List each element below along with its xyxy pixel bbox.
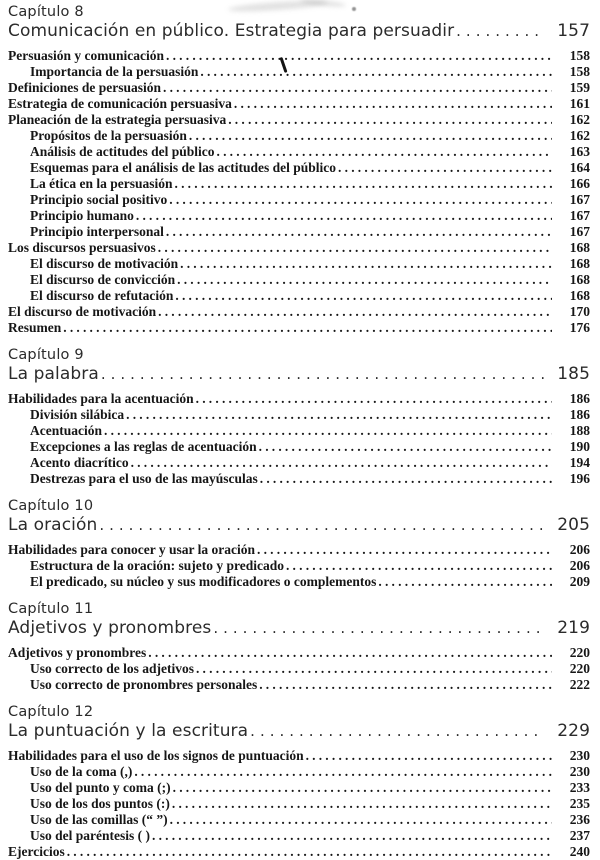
toc-entry-row bbox=[8, 455, 590, 471]
chapter-page-number: 229 bbox=[557, 721, 590, 741]
toc-section bbox=[8, 346, 590, 487]
entry-page-number: 230 bbox=[569, 748, 590, 763]
entry-page-number: 220 bbox=[569, 645, 590, 660]
entry-title: Habilidades para conocer y usar la oración bbox=[8, 542, 256, 557]
dot-leader bbox=[172, 796, 552, 812]
entry-list bbox=[8, 748, 590, 860]
toc-entry-row bbox=[8, 64, 590, 80]
toc-entry-row bbox=[8, 780, 590, 796]
entry-page-number: 168 bbox=[569, 272, 590, 287]
dot-leader bbox=[286, 558, 552, 574]
toc-entry-row bbox=[8, 542, 590, 558]
chapter-label: Capítulo 8 bbox=[8, 4, 84, 20]
dot-leader bbox=[259, 677, 552, 693]
entry-title: Principio social positivo bbox=[30, 192, 168, 207]
chapter-label: Capítulo 9 bbox=[8, 347, 84, 363]
dot-leader bbox=[166, 48, 552, 64]
toc-entry-row bbox=[8, 471, 590, 487]
toc-entry-row bbox=[8, 160, 590, 176]
chapter-title: La puntuación y la escritura bbox=[8, 721, 249, 741]
dot-leader bbox=[250, 721, 544, 742]
dot-leader bbox=[257, 542, 552, 558]
dot-leader bbox=[378, 574, 552, 590]
dot-leader bbox=[166, 224, 552, 240]
entry-title: El discurso de motivación bbox=[30, 256, 179, 271]
toc-entry-row bbox=[8, 192, 590, 208]
toc-entry-row bbox=[8, 288, 590, 304]
entry-page-number: 168 bbox=[569, 288, 590, 303]
dot-leader bbox=[152, 828, 552, 844]
entry-title: Resumen bbox=[8, 320, 62, 335]
dot-leader bbox=[134, 764, 552, 780]
entry-list bbox=[8, 542, 590, 590]
entry-page-number: 237 bbox=[569, 828, 590, 843]
entry-page-number: 209 bbox=[569, 574, 590, 589]
toc-entry-row bbox=[8, 423, 590, 439]
entry-title: Principio humano bbox=[30, 208, 134, 223]
toc-entry-row bbox=[8, 407, 590, 423]
entry-title: Definiciones de persuasión bbox=[8, 80, 162, 95]
entry-page-number: 233 bbox=[569, 780, 590, 795]
dot-leader bbox=[180, 256, 552, 272]
dot-leader bbox=[196, 661, 552, 677]
chapter-title-row bbox=[8, 721, 590, 742]
dot-leader bbox=[234, 96, 552, 112]
toc-entry-row bbox=[8, 796, 590, 812]
entry-page-number: 186 bbox=[569, 407, 590, 422]
entry-list bbox=[8, 645, 590, 693]
chapter-label: Capítulo 12 bbox=[8, 704, 94, 720]
toc-entry-row bbox=[8, 748, 590, 764]
dot-leader bbox=[217, 144, 552, 160]
entry-title: Habilidades para el uso de los signos de puntuación bbox=[8, 748, 304, 763]
entry-page-number: 166 bbox=[569, 176, 590, 191]
entry-page-number: 170 bbox=[569, 304, 590, 319]
dot-leader bbox=[136, 208, 552, 224]
toc-entry-row bbox=[8, 48, 590, 64]
dot-leader bbox=[170, 812, 552, 828]
entry-page-number: 186 bbox=[569, 391, 590, 406]
chapter-title-row bbox=[8, 21, 590, 42]
entry-title: Planeación de la estrategia persuasiva bbox=[8, 112, 227, 127]
toc-entry-row bbox=[8, 391, 590, 407]
entry-page-number: 230 bbox=[569, 764, 590, 779]
chapter-title: Comunicación en público. Estrategia para persuadir bbox=[8, 21, 455, 41]
entry-title: El discurso de convicción bbox=[30, 272, 176, 287]
entry-list bbox=[8, 48, 590, 336]
toc-entry-row bbox=[8, 128, 590, 144]
entry-page-number: 168 bbox=[569, 240, 590, 255]
dot-leader bbox=[259, 439, 552, 455]
toc-entry-row bbox=[8, 574, 590, 590]
entry-title: División silábica bbox=[30, 407, 125, 422]
toc-entry-row bbox=[8, 256, 590, 272]
entry-page-number: 167 bbox=[569, 192, 590, 207]
entry-title: Acentuación bbox=[30, 423, 102, 438]
entry-page-number: 194 bbox=[569, 455, 590, 470]
entry-title: El predicado, su núcleo y sus modificadores o complementos bbox=[30, 574, 377, 589]
dot-leader bbox=[99, 515, 544, 536]
dot-leader bbox=[148, 645, 552, 661]
toc-entry-row bbox=[8, 208, 590, 224]
entry-title: Destrezas para el uso de las mayúsculas bbox=[30, 471, 258, 486]
dot-leader bbox=[306, 748, 552, 764]
chapter-title-row bbox=[8, 364, 590, 385]
entry-title: Excepciones a las reglas de acentuación bbox=[30, 439, 257, 454]
toc-entry-row bbox=[8, 844, 590, 860]
entry-title: Uso de los dos puntos (:) bbox=[30, 796, 170, 811]
entry-title: Persuasión y comunicación bbox=[8, 48, 165, 63]
entry-page-number: 220 bbox=[569, 661, 590, 676]
dot-leader bbox=[104, 423, 552, 439]
entry-title: Importancia de la persuasión bbox=[30, 64, 199, 79]
entry-page-number: 164 bbox=[569, 160, 590, 175]
entry-title: Principio interpersonal bbox=[30, 224, 164, 239]
dot-leader bbox=[131, 455, 552, 471]
dot-leader bbox=[63, 320, 552, 336]
entry-page-number: 176 bbox=[569, 320, 590, 335]
toc-entry-row bbox=[8, 112, 590, 128]
entry-page-number: 235 bbox=[569, 796, 590, 811]
toc-entry-row bbox=[8, 96, 590, 112]
dot-leader bbox=[456, 21, 544, 42]
dot-leader bbox=[200, 64, 552, 80]
entry-title: Adjetivos y pronombres bbox=[8, 645, 147, 660]
toc-entry-row bbox=[8, 320, 590, 336]
toc-entry-row bbox=[8, 645, 590, 661]
chapter-page-number: 205 bbox=[557, 515, 590, 535]
entry-title: Esquemas para el análisis de las actitudes del público bbox=[30, 160, 337, 175]
toc-entry-row bbox=[8, 677, 590, 693]
entry-title: Estructura de la oración: sujeto y predicado bbox=[30, 558, 284, 573]
dot-leader bbox=[260, 471, 552, 487]
chapter-label: Capítulo 10 bbox=[8, 498, 94, 514]
toc-entry-row bbox=[8, 80, 590, 96]
entry-page-number: 236 bbox=[569, 812, 590, 827]
entry-page-number: 196 bbox=[569, 471, 590, 486]
entry-page-number: 240 bbox=[569, 844, 590, 859]
toc-entry-row bbox=[8, 224, 590, 240]
entry-title: Análisis de actitudes del público bbox=[30, 144, 215, 159]
dot-leader bbox=[189, 128, 552, 144]
chapter-title: La palabra bbox=[8, 364, 99, 384]
entry-list bbox=[8, 391, 590, 487]
toc-entry-row bbox=[8, 144, 590, 160]
dot-leader bbox=[228, 112, 552, 128]
entry-page-number: 162 bbox=[569, 112, 590, 127]
chapter-label: Capítulo 11 bbox=[8, 601, 94, 617]
entry-title: El discurso de refutación bbox=[30, 288, 174, 303]
entry-title: Uso de las comillas (“ ”) bbox=[30, 812, 168, 827]
entry-title: Uso del paréntesis ( ) bbox=[30, 828, 150, 843]
entry-title: Habilidades para la acentuación bbox=[8, 391, 194, 406]
entry-title: Uso correcto de los adjetivos bbox=[30, 661, 194, 676]
dot-leader bbox=[196, 391, 552, 407]
toc-entry-row bbox=[8, 439, 590, 455]
dot-leader bbox=[169, 192, 552, 208]
chapter-page-number: 157 bbox=[557, 21, 590, 41]
dot-leader bbox=[213, 618, 544, 639]
toc-entry-row bbox=[8, 304, 590, 320]
entry-title: Uso de la coma (,) bbox=[30, 764, 133, 779]
entry-title: El discurso de motivación bbox=[8, 304, 157, 319]
entry-title: Uso del punto y coma (;) bbox=[30, 780, 171, 795]
entry-page-number: 167 bbox=[569, 208, 590, 223]
toc-section bbox=[8, 600, 590, 693]
toc-entry-row bbox=[8, 240, 590, 256]
dot-leader bbox=[338, 160, 552, 176]
entry-page-number: 206 bbox=[569, 542, 590, 557]
entry-page-number: 188 bbox=[569, 423, 590, 438]
entry-page-number: 158 bbox=[569, 64, 590, 79]
dot-leader bbox=[67, 844, 552, 860]
entry-title: Uso correcto de pronombres personales bbox=[30, 677, 258, 692]
entry-page-number: 167 bbox=[569, 224, 590, 239]
entry-title: Los discursos persuasivos bbox=[8, 240, 156, 255]
toc-entry-row bbox=[8, 558, 590, 574]
entry-title: Ejercicios bbox=[8, 844, 65, 859]
dot-leader bbox=[175, 176, 552, 192]
dot-leader bbox=[173, 780, 552, 796]
dot-leader bbox=[175, 288, 552, 304]
dot-leader bbox=[177, 272, 552, 288]
entry-page-number: 158 bbox=[569, 48, 590, 63]
toc-section bbox=[8, 3, 590, 336]
entry-page-number: 168 bbox=[569, 256, 590, 271]
entry-page-number: 162 bbox=[569, 128, 590, 143]
chapter-title: Adjetivos y pronombres bbox=[8, 618, 212, 638]
entry-title: Acento diacrítico bbox=[30, 455, 129, 470]
toc-entry-row bbox=[8, 828, 590, 844]
dot-leader bbox=[163, 80, 552, 96]
toc-entry-row bbox=[8, 812, 590, 828]
entry-page-number: 206 bbox=[569, 558, 590, 573]
entry-page-number: 190 bbox=[569, 439, 590, 454]
entry-title: Estrategia de comunicación persuasiva bbox=[8, 96, 232, 111]
entry-title: La ética en la persuasión bbox=[30, 176, 173, 191]
chapter-title-row bbox=[8, 618, 590, 639]
toc-sections bbox=[8, 3, 590, 860]
entry-page-number: 159 bbox=[569, 80, 590, 95]
entry-page-number: 163 bbox=[569, 144, 590, 159]
entry-page-number: 161 bbox=[569, 96, 590, 111]
dot-leader bbox=[158, 304, 552, 320]
toc-section bbox=[8, 703, 590, 860]
dot-leader bbox=[101, 364, 544, 385]
chapter-title: La oración bbox=[8, 515, 98, 535]
toc-entry-row bbox=[8, 272, 590, 288]
toc-entry-row bbox=[8, 176, 590, 192]
entry-page-number: 222 bbox=[569, 677, 590, 692]
entry-title: Propósitos de la persuasión bbox=[30, 128, 187, 143]
chapter-title-row bbox=[8, 515, 590, 536]
toc-section bbox=[8, 497, 590, 590]
chapter-page-number: 185 bbox=[557, 364, 590, 384]
toc-entry-row bbox=[8, 661, 590, 677]
toc-entry-row bbox=[8, 764, 590, 780]
dot-leader bbox=[126, 407, 552, 423]
dot-leader bbox=[158, 240, 552, 256]
chapter-page-number: 219 bbox=[557, 618, 590, 638]
